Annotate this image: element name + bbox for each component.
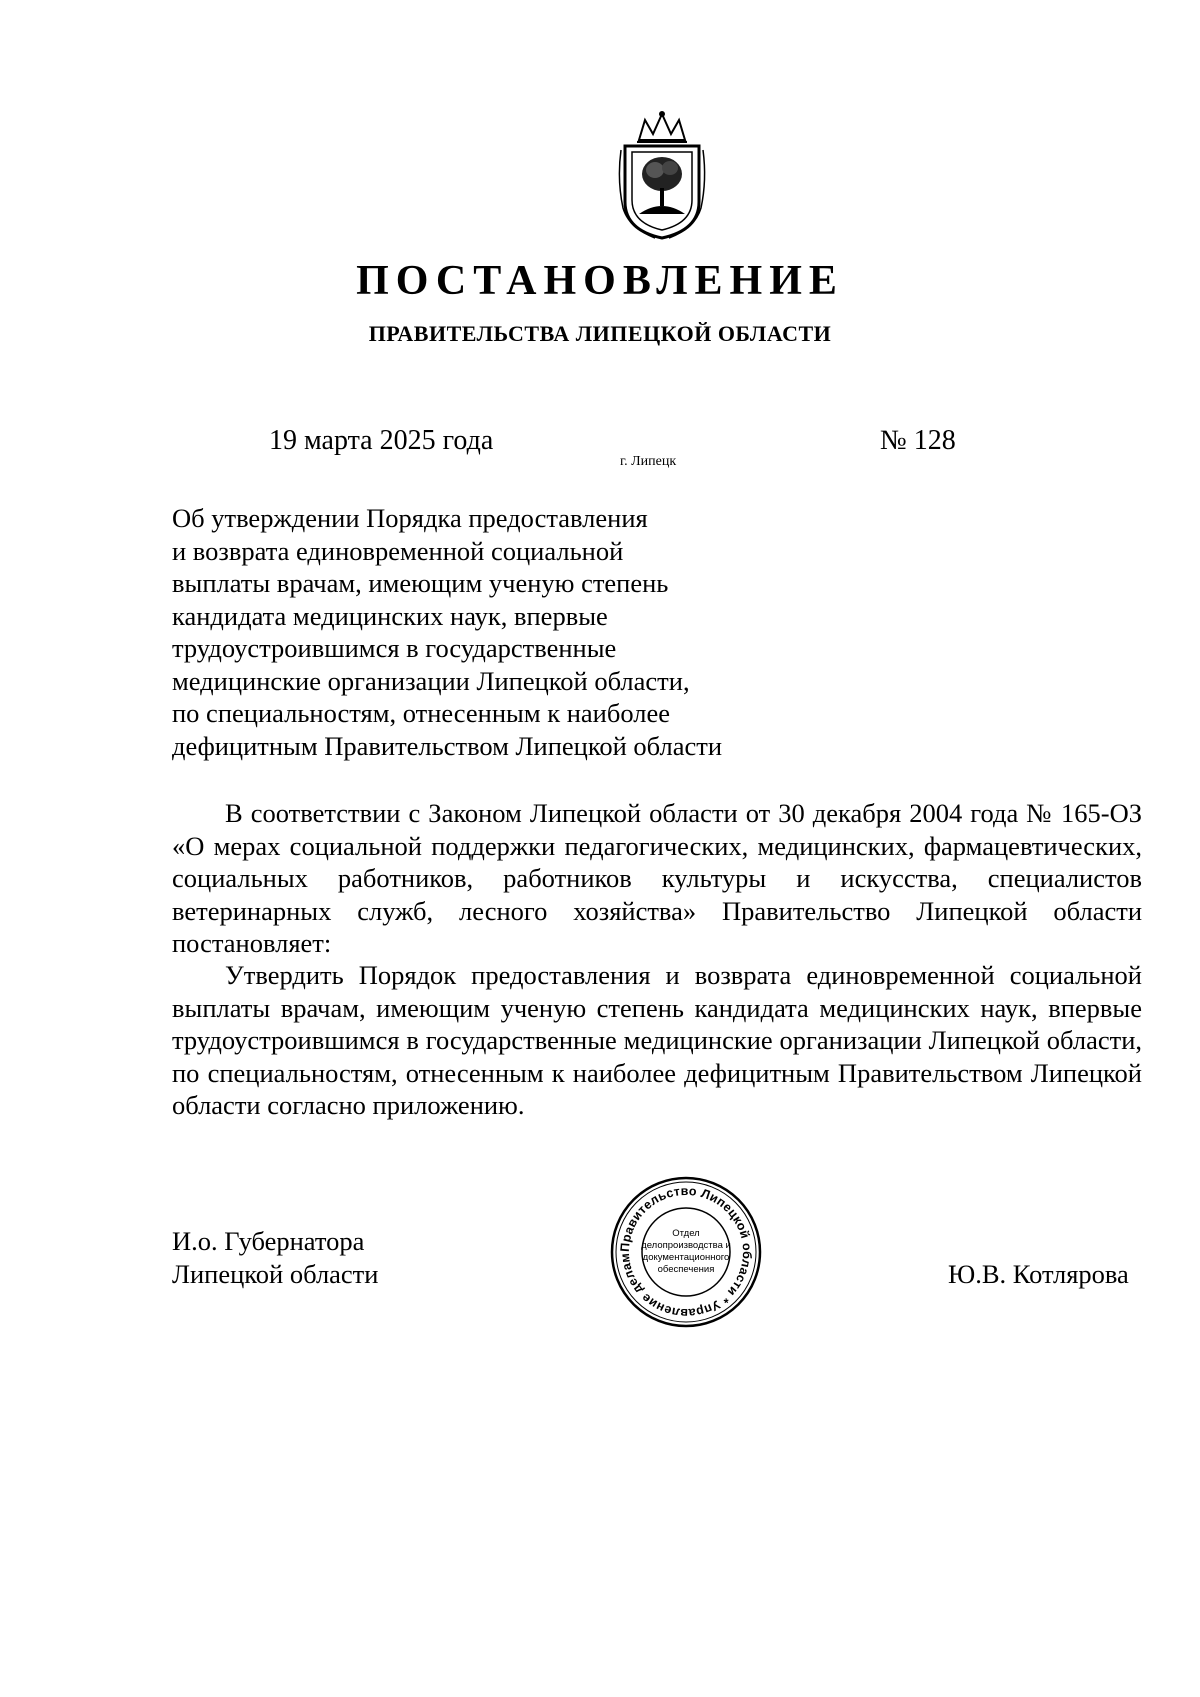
title-line: кандидата медицинских наук, впервые xyxy=(172,600,608,631)
title-line: и возврата единовременной социальной xyxy=(172,535,624,566)
title-line: выплаты врачам, имеющим ученую степень xyxy=(172,568,669,598)
stamp-center-line: делопроизводства и xyxy=(641,1240,731,1251)
document-number: № 128 xyxy=(880,425,956,456)
title-line: трудоустроившимся в государственные xyxy=(172,633,617,663)
official-stamp xyxy=(608,1174,764,1330)
issuer-heading: ПРАВИТЕЛЬСТВА ЛИПЕЦКОЙ ОБЛАСТИ xyxy=(368,321,832,346)
signatory-name: Ю.В. Котлярова xyxy=(948,1259,1129,1289)
stamp-center-line: Отдел xyxy=(672,1228,700,1239)
stamp-center-line: документационного xyxy=(642,1252,730,1263)
title-line: Об утверждении Порядка предоставления xyxy=(172,503,648,533)
stamp-center-line: обеспечения xyxy=(657,1264,715,1275)
signatory-position-line: И.о. Губернатора xyxy=(172,1226,365,1256)
signatory-position-line: Липецкой области xyxy=(172,1259,379,1289)
stamp-ring-text: Правительство Липецкой области * Управление делам xyxy=(617,1183,755,1321)
body-paragraph-resolution: Утвердить Порядок предоставления и возврата единовременной социальной выплаты врачам, имеющим ученую степень кандидата медицинских наук, впервые трудоустроившимся в государственные медицинские организации Липецкой области, по специальностям, отнесенным к наиболее дефицитным Правительством Липецкой области согласно приложению. xyxy=(172,960,1142,1120)
title-line: медицинские организации Липецкой области, xyxy=(172,665,690,696)
signatory-position xyxy=(172,1225,378,1291)
document-title xyxy=(172,502,812,762)
coat-of-arms-icon xyxy=(615,110,709,242)
document-date: 19 марта 2025 года xyxy=(269,425,494,456)
document-type-heading: ПОСТАНОВЛЕНИЕ xyxy=(356,258,844,304)
title-line: дефицитным Правительством Липецкой области xyxy=(172,730,723,761)
title-line: по специальностям, отнесенным к наиболее xyxy=(172,698,670,728)
body-paragraph-preamble: В соответствии с Законом Липецкой области от 30 декабря 2004 года № 165-ОЗ «О мерах социальной поддержки педагогических, медицинских, фармацевтических, социальных работников, работников культуры и искусства, специалистов ветеринарных служб, лесного хозяйства» Правительство Липецкой области постановляет: xyxy=(172,798,1142,958)
document-place: г. Липецк xyxy=(620,454,677,469)
